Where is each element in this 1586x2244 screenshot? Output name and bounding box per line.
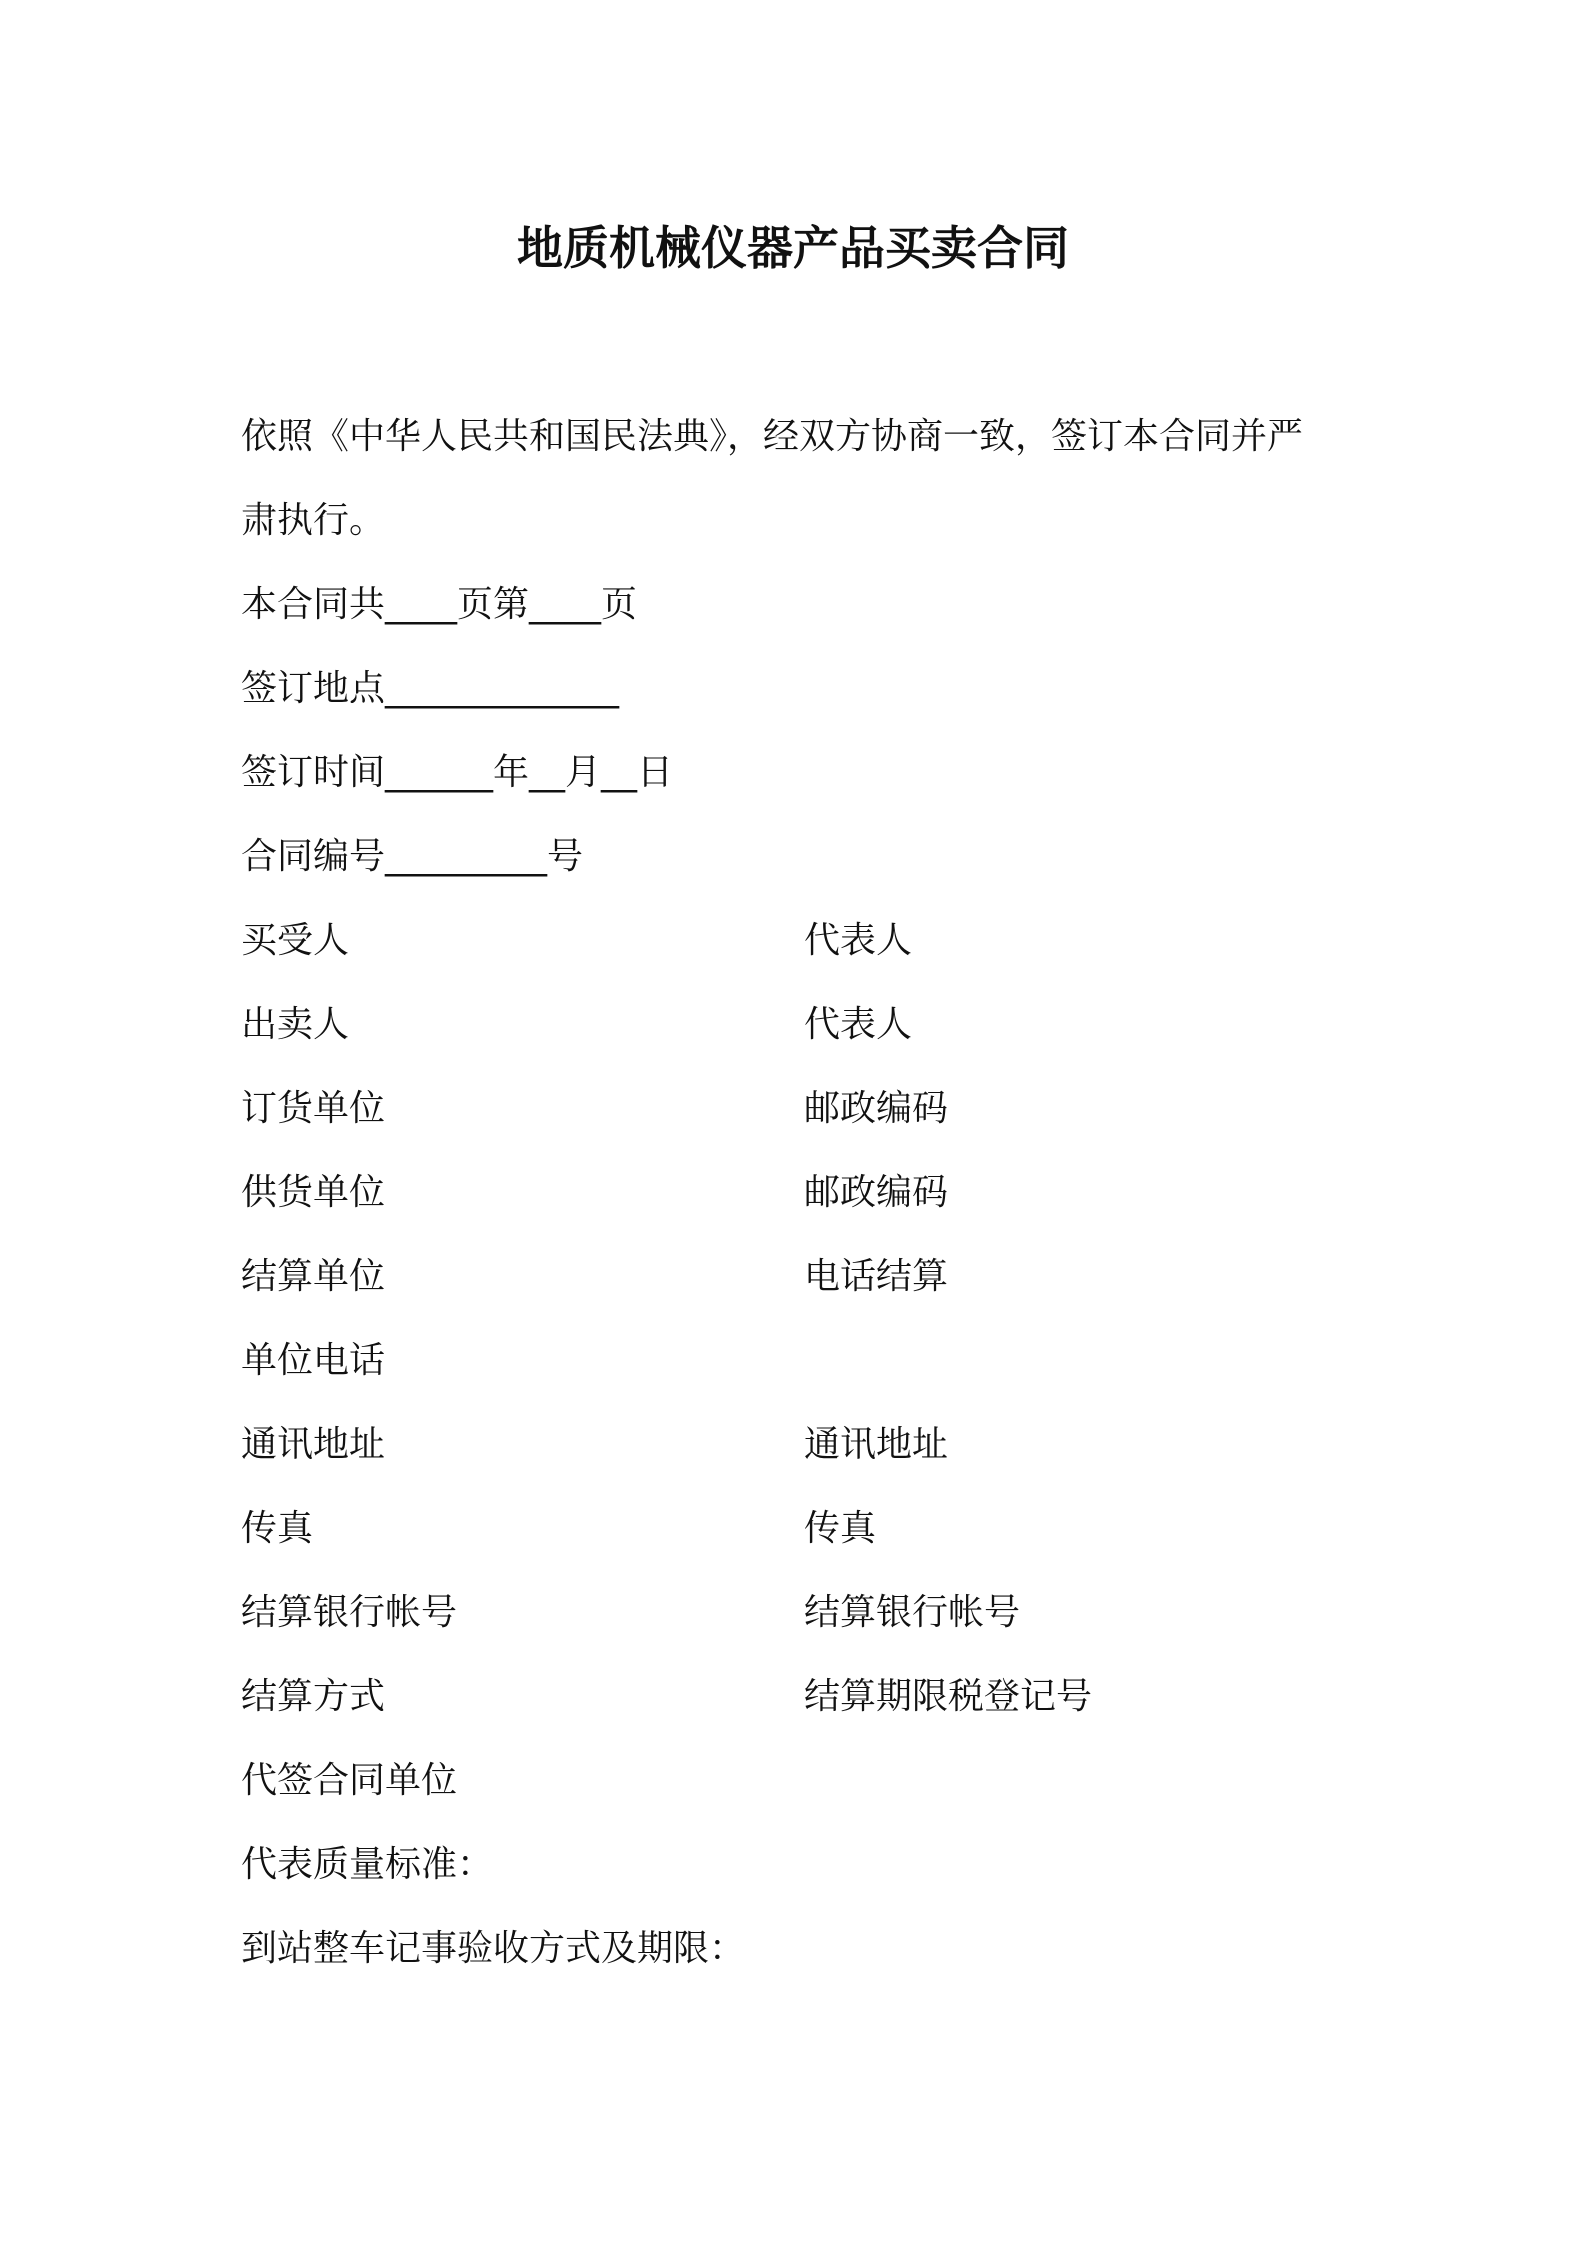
page-count-line: 本合同共____页第____页 — [241, 584, 638, 625]
signing-date-line: 签订时间______年__月__日 — [241, 752, 674, 793]
field-label-left: 结算方式 — [241, 1676, 386, 1717]
field-label-right: 邮政编码 — [804, 1172, 949, 1213]
acceptance-method-line: 到站整车记事验收方式及期限： — [241, 1928, 746, 1969]
field-label-right: 传真 — [804, 1508, 877, 1549]
party-row — [241, 1151, 1351, 1235]
field-label-left: 出卖人 — [241, 1004, 350, 1045]
field-label-left: 结算银行帐号 — [241, 1592, 458, 1633]
party-row — [241, 899, 1351, 983]
field-label-right: 结算期限税登记号 — [804, 1676, 1093, 1717]
document-title: 地质机械仪器产品买卖合同 — [517, 221, 1069, 275]
party-row — [241, 1487, 1351, 1571]
field-label-right: 代表人 — [804, 920, 913, 961]
field-label-left: 单位电话 — [241, 1340, 386, 1381]
field-label-left: 买受人 — [241, 920, 350, 961]
party-row — [241, 1235, 1351, 1319]
quality-standard-line: 代表质量标准： — [241, 1844, 494, 1885]
field-label-right: 邮政编码 — [804, 1088, 949, 1129]
signing-place-line: 签订地点_____________ — [241, 668, 620, 709]
party-row — [241, 983, 1351, 1067]
field-label-left: 订货单位 — [241, 1088, 386, 1129]
party-row — [241, 1319, 1351, 1403]
party-row — [241, 1403, 1351, 1487]
field-label-left: 结算单位 — [241, 1256, 386, 1297]
field-label-left: 代签合同单位 — [241, 1760, 458, 1801]
field-label-left: 传真 — [241, 1508, 314, 1549]
party-row — [241, 1739, 1351, 1823]
field-label-left: 通讯地址 — [241, 1424, 386, 1465]
party-row — [241, 1571, 1351, 1655]
field-label-right: 通讯地址 — [804, 1424, 949, 1465]
party-row — [241, 1655, 1351, 1739]
intro-paragraph — [241, 395, 1351, 563]
field-label-right: 代表人 — [804, 1004, 913, 1045]
field-label-right: 电话结算 — [804, 1256, 949, 1297]
party-row — [241, 1067, 1351, 1151]
contract-number-line: 合同编号_________号 — [241, 836, 584, 877]
field-label-right: 结算银行帐号 — [804, 1592, 1021, 1633]
intro-line-1: 依照《中华人民共和国民法典》，经双方协商一致，签订本合同并严 — [241, 416, 1304, 457]
field-label-left: 供货单位 — [241, 1172, 386, 1213]
intro-line-2: 肃执行。 — [241, 500, 386, 541]
